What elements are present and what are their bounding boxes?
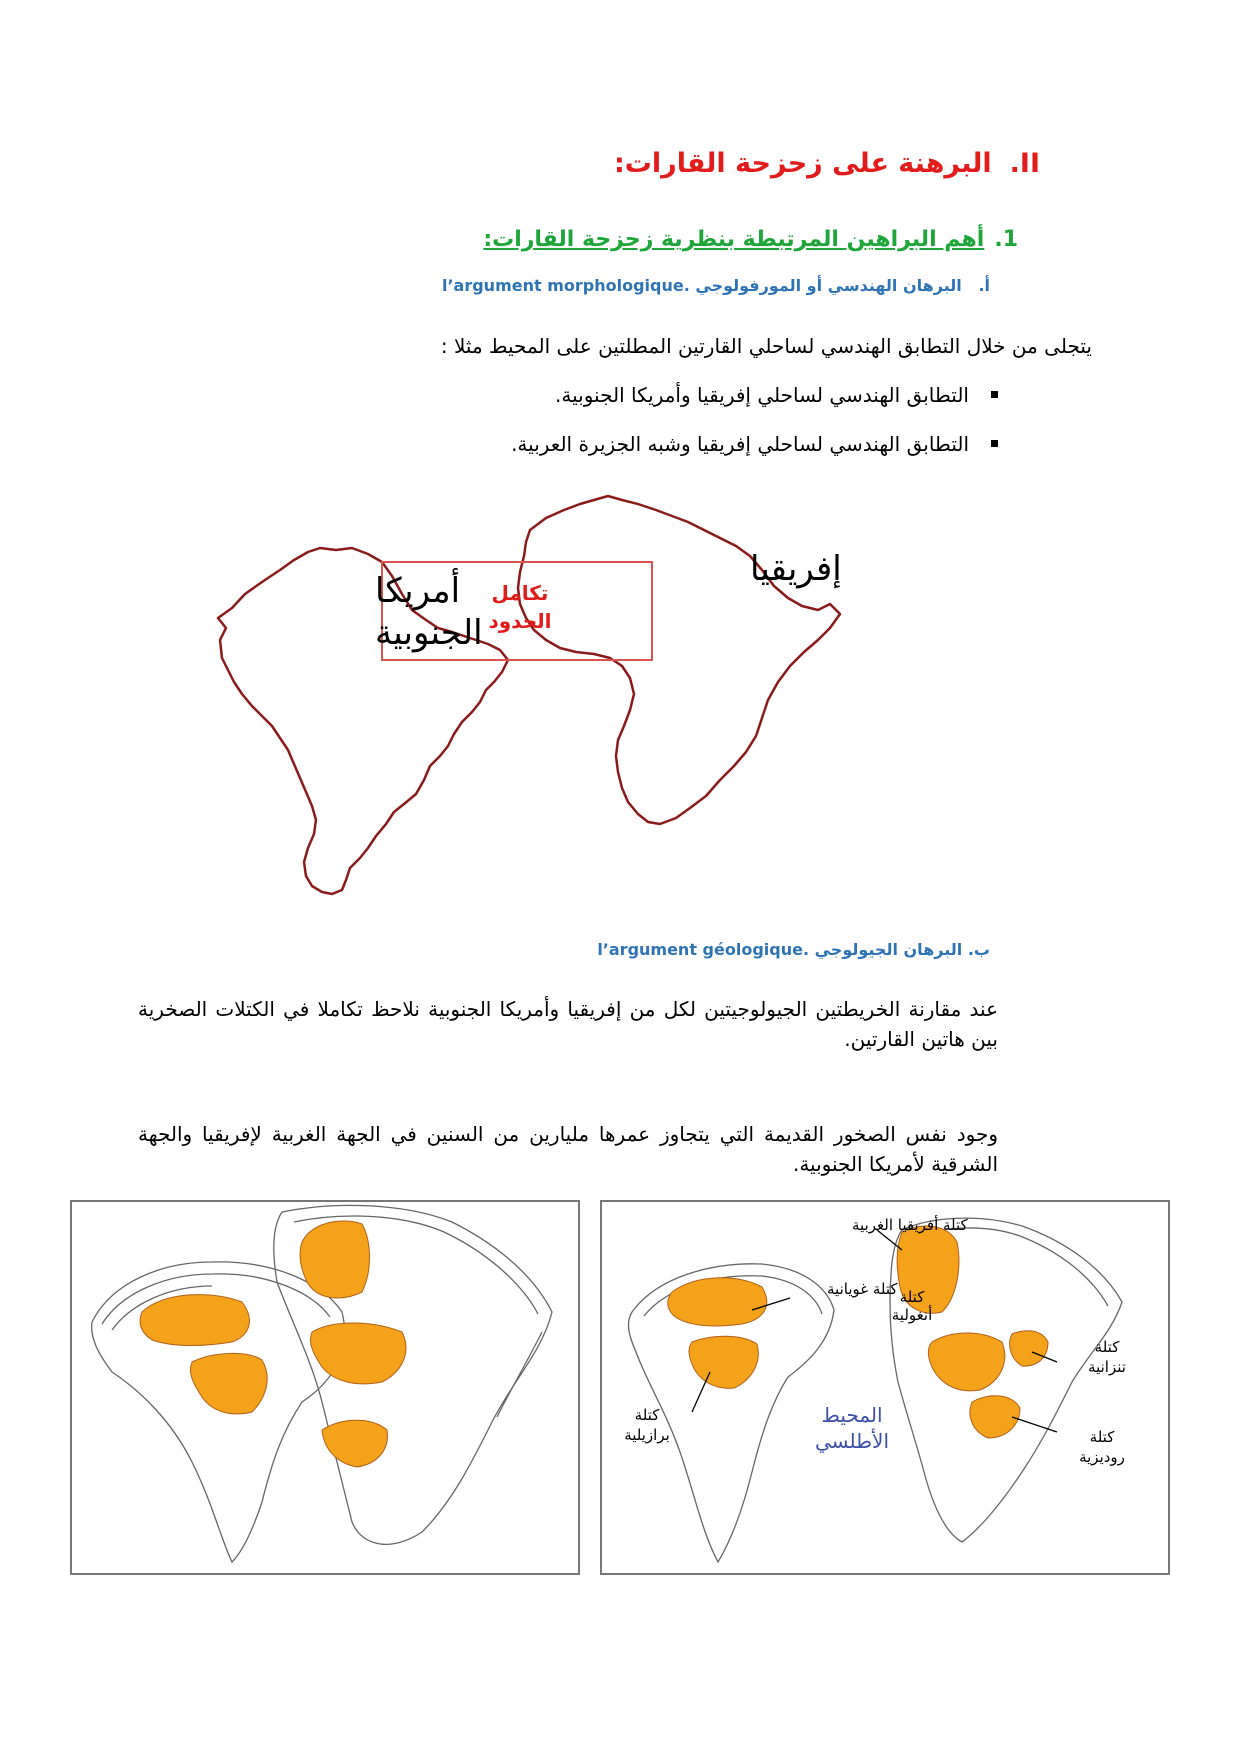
craton-west-africa	[300, 1221, 370, 1298]
label-rhodesia-line2: روديزية	[1079, 1448, 1125, 1466]
label-atlantic-line1: المحيط	[821, 1403, 883, 1427]
label-rhodesia-line1: كتلة	[1089, 1428, 1115, 1446]
argument-a-marker: أ.	[978, 276, 990, 295]
argument-a-title-ar: البرهان الهندسي أو المورفولوجي	[695, 276, 962, 295]
intro-paragraph: يتجلى من خلال التطابق الهندسي لساحلي القارتين المطلتين على المحيط مثلا :	[440, 334, 1092, 358]
continental-fit-figure	[190, 490, 970, 910]
label-tanzania-line1: كتلة	[1094, 1338, 1120, 1356]
argument-a-heading	[190, 276, 990, 295]
south-america-label-line2: الجنوبية	[375, 613, 483, 653]
bullet-text: التطابق الهندسي لساحلي إفريقيا وشبه الجزيرة العربية.	[511, 432, 969, 456]
bullet-text: التطابق الهندسي لساحلي إفريقيا وأمريكا الجنوبية.	[555, 383, 969, 407]
section-title: البرهنة على زحزحة القارات:	[614, 148, 992, 179]
argument-b-heading	[190, 940, 990, 959]
label-angola-line1: كتلة	[899, 1288, 925, 1306]
geology-paragraph-1: عند مقارنة الخريطتين الجيولوجيتين لكل من إفريقيا وأمريكا الجنوبية نلاحظ تكاملا في الكتلات الصخرية بين هاتين القارتين.	[138, 997, 998, 1051]
fit-label-line2: الحدود	[488, 609, 552, 633]
subsection-number: 1.	[994, 227, 1018, 252]
label-brazil-line2: برازيلية	[624, 1426, 670, 1444]
craton-map-labeled	[600, 1200, 1170, 1575]
craton-angola	[310, 1323, 405, 1384]
craton-map-unlabeled-drawing	[72, 1202, 578, 1573]
bullet-square-icon	[991, 391, 998, 398]
label-guyana: كتلة غويانية	[827, 1280, 898, 1298]
bullet-item	[98, 380, 998, 410]
craton-guyana	[668, 1278, 767, 1326]
craton-brazil	[689, 1336, 758, 1388]
argument-a-title-fr: l’argument morphologique.	[441, 276, 690, 295]
geology-paragraph-2: وجود نفس الصخور القديمة التي يتجاوز عمرها مليارين من السنين في الجهة الغربية لإفريقيا والجهة الشرقية لأمريكا الجنوبية.	[138, 1122, 998, 1176]
label-brazil-line1: كتلة	[634, 1406, 660, 1424]
argument-b-title-ar: البرهان الجيولوجي	[814, 940, 963, 959]
bullet-square-icon	[991, 440, 998, 447]
subsection-title: أهم البراهين المرتبطة بنظرية زحزحة القارات:	[483, 227, 985, 252]
africa-label: إفريقيا	[750, 549, 842, 589]
section-number: II.	[1009, 148, 1040, 179]
fit-label-line1: تكامل	[491, 581, 549, 605]
craton-rhodesia	[322, 1420, 387, 1467]
argument-b-marker: ب.	[967, 940, 990, 959]
craton-map-unlabeled	[70, 1200, 580, 1575]
craton-angola	[928, 1333, 1005, 1391]
craton-tanzania	[1010, 1331, 1048, 1366]
label-angola-line2: أنغولية	[891, 1306, 933, 1324]
craton-guyana	[140, 1295, 249, 1346]
south-america-label-line1: أمريكا	[375, 571, 461, 611]
bullet-item	[98, 429, 998, 459]
label-west-africa: كتلة أفريقيا الغربية	[852, 1216, 968, 1234]
section-heading	[340, 148, 1040, 179]
label-atlantic-line2: الأطلسي	[814, 1429, 890, 1453]
craton-map-labeled-drawing	[602, 1202, 1168, 1573]
argument-b-title-fr: l’argument géologique.	[597, 940, 810, 959]
label-tanzania-line2: تنزانية	[1088, 1358, 1126, 1376]
craton-brazil	[190, 1353, 267, 1413]
south-america-outline	[218, 548, 508, 894]
subsection-heading	[318, 227, 1018, 252]
